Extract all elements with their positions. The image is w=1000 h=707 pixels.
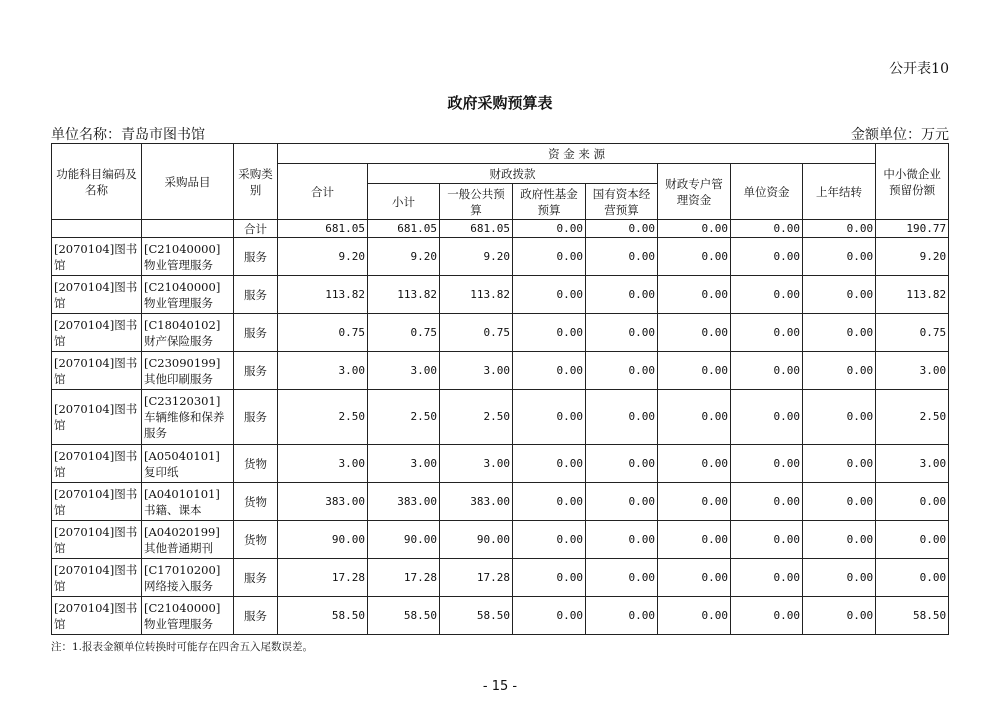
row-value: 0.00 xyxy=(513,314,586,352)
row-value: 0.00 xyxy=(586,483,658,521)
row-value: 0.00 xyxy=(658,314,731,352)
row-item: [A04010101]书籍、课本 xyxy=(142,483,234,521)
row-value: 90.00 xyxy=(440,521,513,559)
row-func-code: [2070104]图书馆 xyxy=(52,238,142,276)
row-value: 0.75 xyxy=(368,314,440,352)
row-category: 服务 xyxy=(234,352,278,390)
table-row xyxy=(52,559,949,597)
row-value: 3.00 xyxy=(440,445,513,483)
row-value: 0.00 xyxy=(803,445,876,483)
row-value: 113.82 xyxy=(440,276,513,314)
row-item: [C21040000]物业管理服务 xyxy=(142,597,234,635)
header-subtotal: 小计 xyxy=(368,184,440,220)
total-value: 190.77 xyxy=(876,220,949,238)
row-value: 0.00 xyxy=(803,314,876,352)
header-sme-share: 中小微企业预留份额 xyxy=(876,144,949,220)
total-row-blank xyxy=(142,220,234,238)
total-value: 0.00 xyxy=(731,220,803,238)
row-value: 0.00 xyxy=(513,483,586,521)
row-func-code: [2070104]图书馆 xyxy=(52,483,142,521)
row-value: 0.75 xyxy=(876,314,949,352)
row-value: 0.00 xyxy=(658,276,731,314)
row-value: 90.00 xyxy=(278,521,368,559)
row-category: 服务 xyxy=(234,390,278,445)
row-value: 0.00 xyxy=(513,559,586,597)
row-item: [C18040102]财产保险服务 xyxy=(142,314,234,352)
row-func-code: [2070104]图书馆 xyxy=(52,445,142,483)
row-value: 58.50 xyxy=(440,597,513,635)
row-value: 0.00 xyxy=(731,521,803,559)
row-value: 113.82 xyxy=(876,276,949,314)
header-func-code: 功能科目编码及名称 xyxy=(52,144,142,220)
table-number: 公开表10 xyxy=(889,61,949,77)
procurement-budget-table xyxy=(51,143,949,635)
row-value: 58.50 xyxy=(876,597,949,635)
row-value: 0.00 xyxy=(513,597,586,635)
row-value: 0.00 xyxy=(513,521,586,559)
row-value: 383.00 xyxy=(440,483,513,521)
row-value: 0.00 xyxy=(513,238,586,276)
row-category: 服务 xyxy=(234,597,278,635)
row-value: 0.00 xyxy=(658,597,731,635)
row-value: 3.00 xyxy=(876,445,949,483)
row-value: 9.20 xyxy=(876,238,949,276)
row-value: 0.00 xyxy=(731,483,803,521)
table-row xyxy=(52,597,949,635)
row-func-code: [2070104]图书馆 xyxy=(52,559,142,597)
header-fund-source: 资 金 来 源 xyxy=(278,144,876,164)
row-value: 0.00 xyxy=(803,276,876,314)
table-row xyxy=(52,483,949,521)
header-state-capital: 国有资本经营预算 xyxy=(586,184,658,220)
row-value: 0.00 xyxy=(586,390,658,445)
header-special-fund: 财政专户管理资金 xyxy=(658,164,731,220)
row-value: 58.50 xyxy=(278,597,368,635)
total-value: 681.05 xyxy=(368,220,440,238)
row-value: 0.00 xyxy=(586,276,658,314)
row-value: 2.50 xyxy=(278,390,368,445)
amount-unit: 金额单位：万元 xyxy=(851,127,949,143)
row-value: 17.28 xyxy=(368,559,440,597)
row-value: 17.28 xyxy=(440,559,513,597)
row-category: 货物 xyxy=(234,445,278,483)
row-value: 2.50 xyxy=(876,390,949,445)
row-value: 0.00 xyxy=(803,390,876,445)
row-value: 9.20 xyxy=(368,238,440,276)
page-number: - 15 - xyxy=(482,679,518,694)
row-value: 9.20 xyxy=(278,238,368,276)
header-carryover: 上年结转 xyxy=(803,164,876,220)
header-category: 采购类别 xyxy=(234,144,278,220)
row-value: 0.00 xyxy=(803,483,876,521)
row-value: 0.00 xyxy=(731,276,803,314)
total-row xyxy=(52,220,949,238)
row-value: 0.00 xyxy=(586,521,658,559)
table-row xyxy=(52,352,949,390)
row-value: 3.00 xyxy=(278,445,368,483)
row-value: 0.75 xyxy=(278,314,368,352)
row-value: 0.00 xyxy=(731,597,803,635)
row-func-code: [2070104]图书馆 xyxy=(52,276,142,314)
table-row xyxy=(52,276,949,314)
row-category: 货物 xyxy=(234,521,278,559)
row-value: 0.00 xyxy=(586,352,658,390)
row-value: 383.00 xyxy=(278,483,368,521)
row-value: 0.00 xyxy=(513,276,586,314)
unit-name: 单位名称：青岛市图书馆 xyxy=(51,127,205,143)
row-value: 0.00 xyxy=(586,238,658,276)
total-value: 0.00 xyxy=(586,220,658,238)
row-value: 90.00 xyxy=(368,521,440,559)
total-value: 0.00 xyxy=(658,220,731,238)
row-item: [A05040101]复印纸 xyxy=(142,445,234,483)
row-value: 3.00 xyxy=(440,352,513,390)
total-row-label: 合计 xyxy=(234,220,278,238)
row-category: 服务 xyxy=(234,276,278,314)
row-value: 0.00 xyxy=(803,559,876,597)
total-value: 681.05 xyxy=(440,220,513,238)
row-value: 0.00 xyxy=(876,559,949,597)
row-value: 3.00 xyxy=(368,445,440,483)
row-value: 0.00 xyxy=(586,445,658,483)
row-value: 0.00 xyxy=(731,314,803,352)
row-value: 2.50 xyxy=(368,390,440,445)
row-func-code: [2070104]图书馆 xyxy=(52,390,142,445)
table-row xyxy=(52,390,949,445)
footnote: 注：1.报表金额单位转换时可能存在四舍五入尾数误差。 xyxy=(51,641,314,653)
row-item: [A04020199]其他普通期刊 xyxy=(142,521,234,559)
row-value: 0.00 xyxy=(876,521,949,559)
row-func-code: [2070104]图书馆 xyxy=(52,597,142,635)
row-value: 0.00 xyxy=(586,597,658,635)
row-value: 113.82 xyxy=(278,276,368,314)
row-value: 0.00 xyxy=(876,483,949,521)
row-value: 0.00 xyxy=(803,238,876,276)
row-item: [C21040000]物业管理服务 xyxy=(142,276,234,314)
header-total: 合计 xyxy=(278,164,368,220)
row-value: 0.00 xyxy=(803,521,876,559)
total-row-blank xyxy=(52,220,142,238)
row-value: 3.00 xyxy=(278,352,368,390)
row-value: 0.00 xyxy=(513,352,586,390)
row-value: 17.28 xyxy=(278,559,368,597)
total-value: 0.00 xyxy=(513,220,586,238)
row-value: 0.00 xyxy=(731,238,803,276)
row-category: 服务 xyxy=(234,314,278,352)
row-value: 0.00 xyxy=(586,559,658,597)
row-category: 货物 xyxy=(234,483,278,521)
row-func-code: [2070104]图书馆 xyxy=(52,521,142,559)
row-item: [C23120301]车辆维修和保养服务 xyxy=(142,390,234,445)
table-row xyxy=(52,238,949,276)
row-value: 0.00 xyxy=(803,352,876,390)
row-value: 0.00 xyxy=(803,597,876,635)
row-value: 0.00 xyxy=(658,352,731,390)
row-value: 0.00 xyxy=(513,390,586,445)
header-unit-fund: 单位资金 xyxy=(731,164,803,220)
row-item: [C21040000]物业管理服务 xyxy=(142,238,234,276)
row-category: 服务 xyxy=(234,238,278,276)
row-value: 0.75 xyxy=(440,314,513,352)
header-item: 采购品目 xyxy=(142,144,234,220)
row-value: 3.00 xyxy=(368,352,440,390)
row-value: 0.00 xyxy=(731,559,803,597)
row-value: 0.00 xyxy=(731,390,803,445)
row-value: 2.50 xyxy=(440,390,513,445)
page-title: 政府采购预算表 xyxy=(447,94,553,112)
row-value: 58.50 xyxy=(368,597,440,635)
total-value: 0.00 xyxy=(803,220,876,238)
row-value: 0.00 xyxy=(658,445,731,483)
row-value: 0.00 xyxy=(586,314,658,352)
table-row xyxy=(52,314,949,352)
row-value: 3.00 xyxy=(876,352,949,390)
header-gov-fund: 政府性基金预算 xyxy=(513,184,586,220)
total-value: 681.05 xyxy=(278,220,368,238)
row-value: 0.00 xyxy=(658,559,731,597)
row-value: 0.00 xyxy=(658,390,731,445)
row-value: 0.00 xyxy=(731,352,803,390)
table-row xyxy=(52,521,949,559)
row-value: 383.00 xyxy=(368,483,440,521)
row-category: 服务 xyxy=(234,559,278,597)
row-value: 0.00 xyxy=(658,521,731,559)
row-value: 9.20 xyxy=(440,238,513,276)
header-fiscal: 财政拨款 xyxy=(368,164,658,184)
row-value: 113.82 xyxy=(368,276,440,314)
row-value: 0.00 xyxy=(658,238,731,276)
row-func-code: [2070104]图书馆 xyxy=(52,314,142,352)
row-item: [C23090199]其他印刷服务 xyxy=(142,352,234,390)
table-row xyxy=(52,445,949,483)
header-general-budget: 一般公共预算 xyxy=(440,184,513,220)
row-value: 0.00 xyxy=(658,483,731,521)
row-func-code: [2070104]图书馆 xyxy=(52,352,142,390)
row-value: 0.00 xyxy=(731,445,803,483)
row-value: 0.00 xyxy=(513,445,586,483)
row-item: [C17010200]网络接入服务 xyxy=(142,559,234,597)
